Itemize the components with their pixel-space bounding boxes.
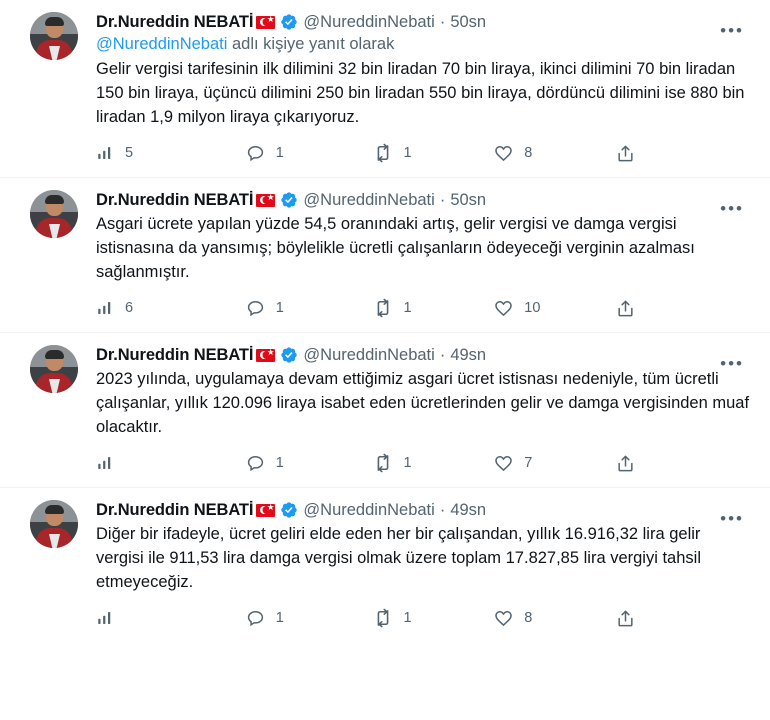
avatar[interactable] — [30, 12, 78, 60]
tweet-text: 2023 yılında, uygulamaya devam ettiğimiz asgari ücret istisnası nedeniyle, tüm ücretli çalışanlar, yıllık 120.096 liraya isabet eden ücretlerinden gelir ve damga vergisinden muaf olacaktır. — [96, 370, 750, 436]
timestamp[interactable]: 49sn — [450, 501, 487, 519]
tweet-content — [88, 500, 752, 638]
separator-dot: · — [439, 346, 446, 364]
tweet-2[interactable] — [0, 177, 770, 332]
like-button[interactable] — [494, 454, 616, 473]
tweet-1[interactable] — [0, 0, 770, 177]
share-upload-icon — [616, 454, 635, 473]
retweet-button[interactable] — [373, 298, 495, 318]
verified-badge-icon — [280, 346, 298, 364]
avatar-hair — [45, 505, 64, 514]
more-options-icon[interactable]: ••• — [720, 354, 744, 373]
retweet-count: 1 — [403, 145, 412, 161]
like-count: 7 — [524, 455, 533, 471]
avatar[interactable] — [30, 190, 78, 238]
avatar[interactable] — [30, 500, 78, 548]
avatar-column — [30, 12, 88, 173]
reply-context-suffix: adlı kişiye yanıt olarak — [227, 35, 395, 53]
retweet-icon — [373, 143, 393, 163]
retweet-count: 1 — [403, 455, 412, 471]
timestamp[interactable]: 50sn — [450, 13, 487, 31]
tweet-header — [96, 345, 752, 365]
like-count: 10 — [524, 300, 541, 316]
like-count: 8 — [524, 610, 533, 626]
tweet-text: Diğer bir ifadeyle, ücret geliri elde eden her bir çalışandan, yıllık 16.916,32 lira gelir vergisi ile 911,53 lira damga vergisi olmak üzere toplam 17.827,85 lira vergiyi tahsil etmeyeceğiz. — [96, 525, 701, 591]
verified-badge-icon — [280, 191, 298, 209]
share-upload-icon — [616, 144, 635, 163]
views-bar-chart-icon — [96, 299, 114, 317]
views-count: 5 — [125, 145, 134, 161]
tweet-4[interactable] — [0, 487, 770, 642]
tr-flag-icon — [256, 194, 275, 207]
display-name[interactable]: Dr.Nureddin NEBATİ — [96, 191, 254, 209]
tweet-text: Gelir vergisi tarifesinin ilk dilimini 32 bin liradan 70 bin liraya, ikinci dilimini 70 bin liradan 150 bin liraya, üçüncü dilimini 250 bin liradan 550 bin liraya, dördüncü dilimini ise 880 bin liradan 1,9 milyon liraya çıkarıyoruz. — [96, 60, 745, 126]
user-handle[interactable]: @NureddinNebati — [303, 346, 435, 364]
tweet-content — [88, 190, 752, 328]
reply-button[interactable] — [246, 144, 373, 163]
views-bar-chart-icon — [96, 609, 114, 627]
tr-flag-icon — [256, 16, 275, 29]
retweet-icon — [373, 298, 393, 318]
avatar-hair — [45, 195, 64, 204]
views-button[interactable] — [96, 299, 246, 317]
like-heart-icon — [494, 144, 513, 163]
retweet-button[interactable] — [373, 143, 495, 163]
reply-context — [96, 33, 752, 55]
display-name[interactable]: Dr.Nureddin NEBATİ — [96, 501, 254, 519]
tweet-actions — [96, 298, 656, 318]
retweet-count: 1 — [403, 300, 412, 316]
avatar-hair — [45, 17, 64, 26]
retweet-count: 1 — [403, 610, 412, 626]
reply-comment-icon — [246, 299, 265, 318]
like-button[interactable] — [494, 144, 616, 163]
separator-dot: · — [439, 191, 446, 209]
retweet-button[interactable] — [373, 453, 495, 473]
retweet-button[interactable] — [373, 608, 495, 628]
tr-flag-icon — [256, 349, 275, 362]
share-button[interactable] — [616, 454, 656, 473]
tweet-text: Asgari ücrete yapılan yüzde 54,5 oranındaki artış, gelir vergisi ve damga vergisi istisnasına da yansımış; böylelikle ücretli çalışanların ödeyeceği verginin azalması sağlanmıştır. — [96, 215, 695, 281]
reply-button[interactable] — [246, 454, 373, 473]
like-count: 8 — [524, 145, 533, 161]
more-options-icon[interactable]: ••• — [720, 21, 744, 40]
share-button[interactable] — [616, 609, 656, 628]
tweet-content — [88, 345, 752, 483]
avatar-column — [30, 345, 88, 483]
separator-dot: · — [439, 13, 446, 31]
timestamp[interactable]: 50sn — [450, 191, 487, 209]
display-name[interactable]: Dr.Nureddin NEBATİ — [96, 13, 254, 31]
more-options-icon[interactable]: ••• — [720, 199, 744, 218]
avatar-column — [30, 190, 88, 328]
reply-count: 1 — [275, 610, 284, 626]
user-handle[interactable]: @NureddinNebati — [303, 13, 435, 31]
retweet-icon — [373, 453, 393, 473]
share-button[interactable] — [616, 299, 656, 318]
user-handle[interactable]: @NureddinNebati — [303, 191, 435, 209]
reply-count: 1 — [275, 300, 284, 316]
views-bar-chart-icon — [96, 144, 114, 162]
share-upload-icon — [616, 299, 635, 318]
reply-comment-icon — [246, 454, 265, 473]
views-bar-chart-icon — [96, 454, 114, 472]
tr-flag-icon — [256, 504, 275, 517]
reply-comment-icon — [246, 609, 265, 628]
reply-count: 1 — [275, 455, 284, 471]
like-button[interactable] — [494, 609, 616, 628]
share-upload-icon — [616, 609, 635, 628]
views-button[interactable] — [96, 454, 246, 472]
views-button[interactable] — [96, 609, 246, 627]
reply-button[interactable] — [246, 299, 373, 318]
like-button[interactable] — [494, 299, 616, 318]
like-heart-icon — [494, 609, 513, 628]
display-name[interactable]: Dr.Nureddin NEBATİ — [96, 346, 254, 364]
separator-dot: · — [439, 501, 446, 519]
avatar[interactable] — [30, 345, 78, 393]
avatar-hair — [45, 350, 64, 359]
reply-button[interactable] — [246, 609, 373, 628]
verified-badge-icon — [280, 501, 298, 519]
tweet-header — [96, 190, 752, 210]
reply-context-mention[interactable]: @NureddinNebati — [96, 35, 228, 53]
views-button[interactable] — [96, 144, 246, 162]
like-heart-icon — [494, 299, 513, 318]
verified-badge-icon — [280, 13, 298, 31]
reply-count: 1 — [275, 145, 284, 161]
tweet-3[interactable] — [0, 332, 770, 487]
views-count: 6 — [125, 300, 134, 316]
avatar-column — [30, 500, 88, 638]
timestamp[interactable]: 49sn — [450, 346, 487, 364]
tweet-header — [96, 12, 752, 32]
tweet-actions — [96, 608, 656, 628]
more-options-icon[interactable]: ••• — [720, 509, 744, 528]
like-heart-icon — [494, 454, 513, 473]
tweet-actions — [96, 453, 656, 473]
reply-comment-icon — [246, 144, 265, 163]
tweet-header — [96, 500, 752, 520]
tweet-actions — [96, 143, 656, 163]
retweet-icon — [373, 608, 393, 628]
user-handle[interactable]: @NureddinNebati — [303, 501, 435, 519]
tweet-content — [88, 12, 752, 173]
share-button[interactable] — [616, 144, 656, 163]
